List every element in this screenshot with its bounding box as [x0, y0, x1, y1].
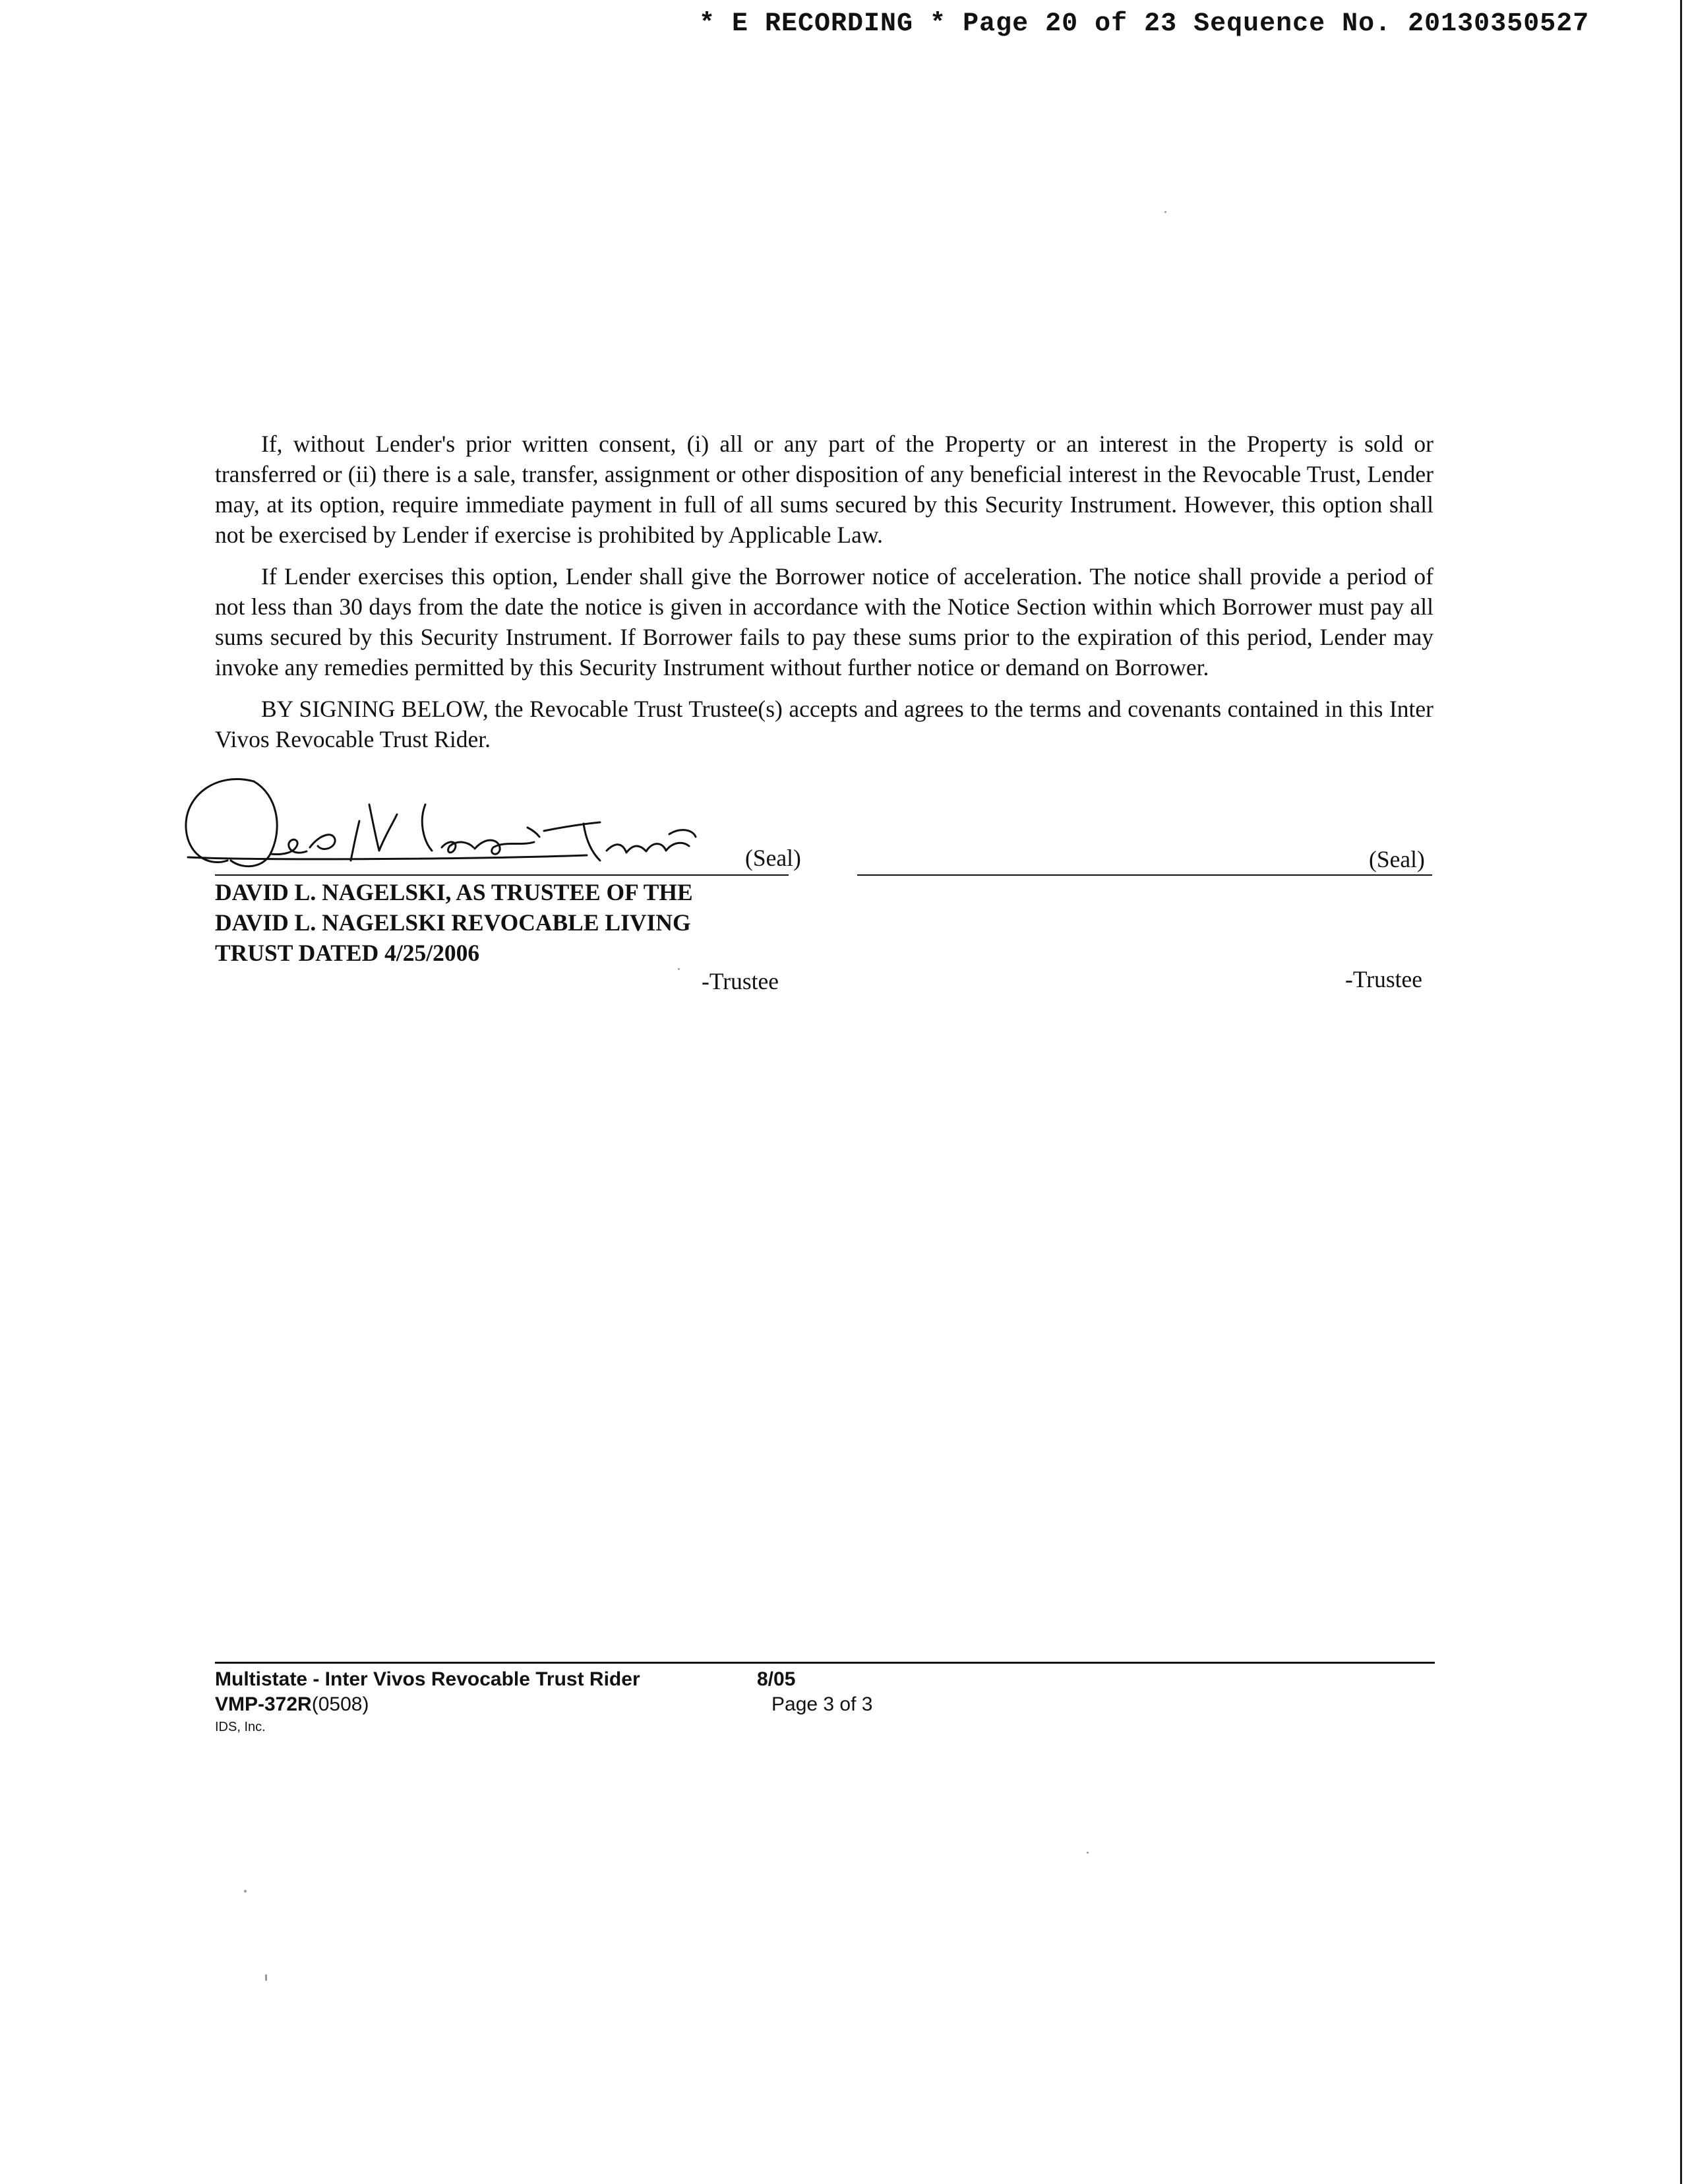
acceleration-notice-paragraph: If Lender exercises this option, Lender shall give the Borrower notice of acceleration. The notice shall provide a period of not less than 30 days from the date the notice is given in accordance with the Notice Section within which Borrower must pay all sums secured by this Security Instrument. If Borrower fails to pay these sums prior to the expiration of this period, Lender may invoke any remedies permitted by this Security Instrument without further notice or demand on Borrower. [215, 563, 1433, 681]
right-seal-label: (Seal) [1369, 846, 1425, 872]
left-signature-line [215, 874, 789, 876]
scan-speck [265, 1974, 267, 1981]
scan-speck [1087, 1852, 1089, 1854]
footer-vendor: IDS, Inc. [215, 1720, 266, 1734]
signing-acceptance-paragraph: BY SIGNING BELOW, the Revocable Trust Trustee(s) accepts and agrees to the terms and covenants contained in this Inter Vivos Revocable Trust Rider. [215, 696, 1433, 752]
footer-form-code-rest: (0508) [311, 1693, 369, 1715]
scan-speck [1164, 211, 1166, 213]
right-signature-line [857, 874, 1432, 876]
signer-name-line-1: DAVID L. NAGELSKI, AS TRUSTEE OF THE [215, 879, 693, 905]
page-right-edge-border [1680, 0, 1682, 2184]
left-trustee-label: -Trustee [702, 968, 779, 994]
signer-name-block [215, 877, 808, 968]
signer-name-line-2: DAVID L. NAGELSKI REVOCABLE LIVING [215, 909, 691, 936]
footer-form-code-bold: VMP-372R [215, 1693, 312, 1715]
right-trustee-label: -Trustee [1345, 966, 1423, 992]
left-seal-label: (Seal) [745, 845, 801, 871]
footer-form-code [215, 1693, 369, 1716]
rider-body [215, 429, 1433, 766]
recording-header: * E RECORDING * Page 20 of 23 Sequence No. 20130350527 [699, 9, 1590, 39]
footer-form-date: 8/05 [757, 1668, 796, 1690]
signer-name-line-3: TRUST DATED 4/25/2006 [215, 940, 480, 966]
handwritten-signature-icon [178, 768, 771, 884]
scan-speck [678, 968, 680, 970]
scan-speck [244, 1890, 247, 1893]
footer-form-title: Multistate - Inter Vivos Revocable Trust Rider [215, 1668, 640, 1690]
footer-page-number: Page 3 of 3 [771, 1693, 873, 1715]
footer-rule [215, 1662, 1435, 1664]
transfer-clause-paragraph: If, without Lender's prior written consent, (i) all or any part of the Property or an interest in the Property is sold or transferred or (ii) there is a sale, transfer, assignment or other disposition of any beneficial interest in the Revocable Trust, Lender may, at its option, require immediate payment in full of all sums secured by this Security Instrument. However, this option shall not be exercised by Lender if exercise is prohibited by Applicable Law. [215, 431, 1433, 548]
